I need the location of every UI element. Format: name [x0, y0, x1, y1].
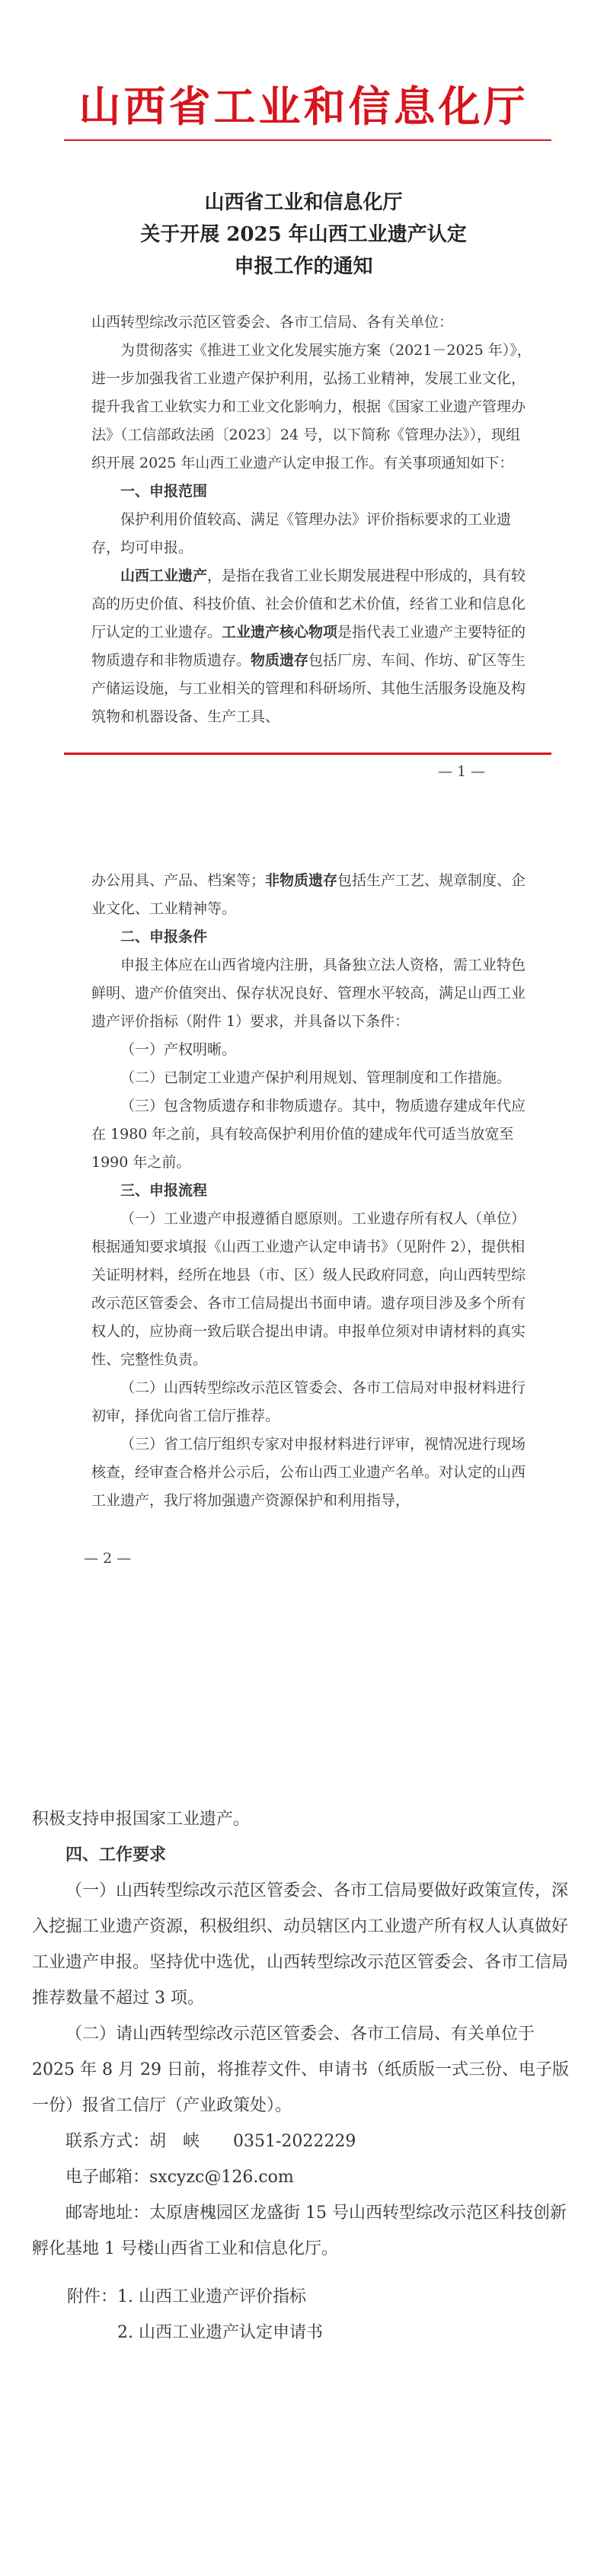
title-line-3: 申报工作的通知 — [234, 255, 373, 278]
email-info: 电子邮箱：sxcyzc@126.com — [65, 2168, 294, 2187]
mailing-address: 邮寄地址：太原唐槐园区龙盛街 15 号山西转型综改示范区科技创新孵化基地 1 号楼山西省工业和信息化厅。 — [32, 2204, 567, 2258]
section-1-paragraph-2 — [91, 562, 533, 731]
addressee: 山西转型综改示范区管委会、各市工信局、各有关单位： — [91, 314, 454, 331]
title-line-2: 关于开展 2025 年山西工业遗产认定 — [140, 223, 467, 246]
section-2-heading: 二、申报条件 — [120, 928, 208, 945]
condition-3: （三）包含物质遗存和非物质遗存。其中，物质遗存建成年代应在 1980 年之前，具有较高保护利用价值的建成年代可适当放宽至 1990 年之前。 — [91, 1098, 526, 1171]
section-4-heading: 四、工作要求 — [65, 1845, 167, 1865]
continued-text-1: 办公用具、产品、档案等； — [91, 872, 266, 889]
term-material-remains: 物质遗存 — [251, 652, 309, 669]
condition-2: （二）已制定工业遗产保护利用规划、管理制度和工作措施。 — [120, 1069, 512, 1086]
footer-divider — [64, 753, 551, 755]
term-shanxi-industrial-heritage: 山西工业遗产 — [120, 567, 208, 584]
section-1-paragraph-1: 保护利用价值较高、满足《管理办法》评价指标要求的工业遗存，均可申报。 — [91, 511, 512, 556]
page-1 — [0, 0, 607, 845]
page-3-body — [32, 1801, 573, 2267]
process-step-1: （一）工业遗产申报遵循自愿原则。工业遗存所有权人（单位）根据通知要求填报《山西工业遗产认定申请书》（见附件 2），提供相关证明材料，经所在地县（市、区）级人民政府同意，向山西转型综改示范区管委会、各市工信局提出书面申请。遗存项目涉及多个所有权人的，应协商一致后联合提出申请。申报单位须对申请材料的真实性、完整性负责。 — [91, 1210, 526, 1368]
attachment-1: 附件：1. 山西工业遗产评价指标 — [67, 2287, 306, 2306]
attachments — [67, 2279, 562, 2351]
intro-paragraph: 为贯彻落实《推进工业文化发展实施方案（2021－2025 年）》，进一步加强我省工业遗产保护利用，弘扬工业精神，发展工业文化，提升我省工业软实力和工业文化影响力，根据《国家工业遗产管理办法》（工信部政法函〔2023〕24 号，以下简称《管理办法》），现组织开展 2025 年山西工业遗产认定申报工作。有关事项通知如下： — [91, 342, 532, 471]
condition-1: （一）产权明晰。 — [120, 1041, 237, 1058]
requirement-1: （一）山西转型综改示范区管委会、各市工信局要做好政策宣传，深入挖掘工业遗产资源，积极组织、动员辖区内工业遗产所有权人认真做好工业遗产申报。坚持优中选优，山西转型综改示范区管委会、各市工信局推荐数量不超过 3 项。 — [32, 1881, 569, 2008]
attachment-2: 2. 山西工业遗产认定申请书 — [117, 2323, 323, 2342]
section-1-heading: 一、申报范围 — [120, 483, 208, 500]
definition-text-1: ，是指在我省工业长期发展进程中形成的，具有较高的历史价值、科技价值、社会价值和艺术价值，经省工业和信息化厅认定的工业遗存。 — [91, 567, 526, 641]
process-step-3: （三）省工信厅组织专家对申报材料进行评审，视情况进行现场核查，经审查合格并公示后，公布山西工业遗产名单。对认定的山西工业遗产，我厅将加强遗产资源保护和利用指导， — [91, 1436, 526, 1509]
term-intangible-remains: 非物质遗存 — [265, 872, 338, 889]
term-core-items: 工业遗产核心物项 — [222, 624, 338, 641]
page-number-2: — 2 — — [84, 1550, 132, 1567]
title-line-1: 山西省工业和信息化厅 — [204, 191, 403, 214]
requirement-2: （二）请山西转型综改示范区管委会、各市工信局、有关单位于 2025 年 8 月 29 日前，将推荐文件、申请书（纸质版一式三份、电子版一份）报省工信厅（产业政策处）。 — [32, 2025, 569, 2115]
process-step-2: （二）山西转型综改示范区管委会、各市工信局对申报材料进行初审，择优向省工信厅推荐。 — [91, 1379, 526, 1424]
page-2-body — [91, 867, 533, 1515]
letterhead-title: 山西省工业和信息化厅 — [78, 81, 529, 131]
continued-text-2: 包括生产工艺、规章制度、企业文化、工业精神等。 — [91, 872, 526, 917]
page-1-body — [91, 308, 533, 731]
contact-info: 联系方式：胡 峡 0351-2022229 — [65, 2132, 356, 2151]
definition-text-2: 是指代表工业遗产主要特征的物质遗存和非物质遗存。 — [91, 624, 526, 669]
page-2 — [0, 845, 607, 1653]
section-2-paragraph: 申报主体应在山西省境内注册，具备独立法人资格，需工业特色鲜明、遗产价值突出、保存状况良好、管理水平较高，满足山西工业遗产评价指标（附件 1）要求，并具备以下条件： — [91, 957, 526, 1030]
section-3-heading: 三、申报流程 — [120, 1182, 208, 1199]
letterhead-divider — [64, 139, 551, 141]
document-title — [0, 187, 607, 283]
page-3 — [0, 1653, 607, 2576]
continued-paragraph — [91, 867, 533, 923]
definition-text-3: 包括厂房、车间、作坊、矿区等生产储运设施，与工业相关的管理和科研场所、其他生活服务设施及构筑物和机器设备、生产工具、 — [91, 652, 526, 725]
page-number-1: — 1 — — [438, 763, 486, 780]
continued-paragraph-3: 积极支持申报国家工业遗产。 — [32, 1810, 251, 1829]
